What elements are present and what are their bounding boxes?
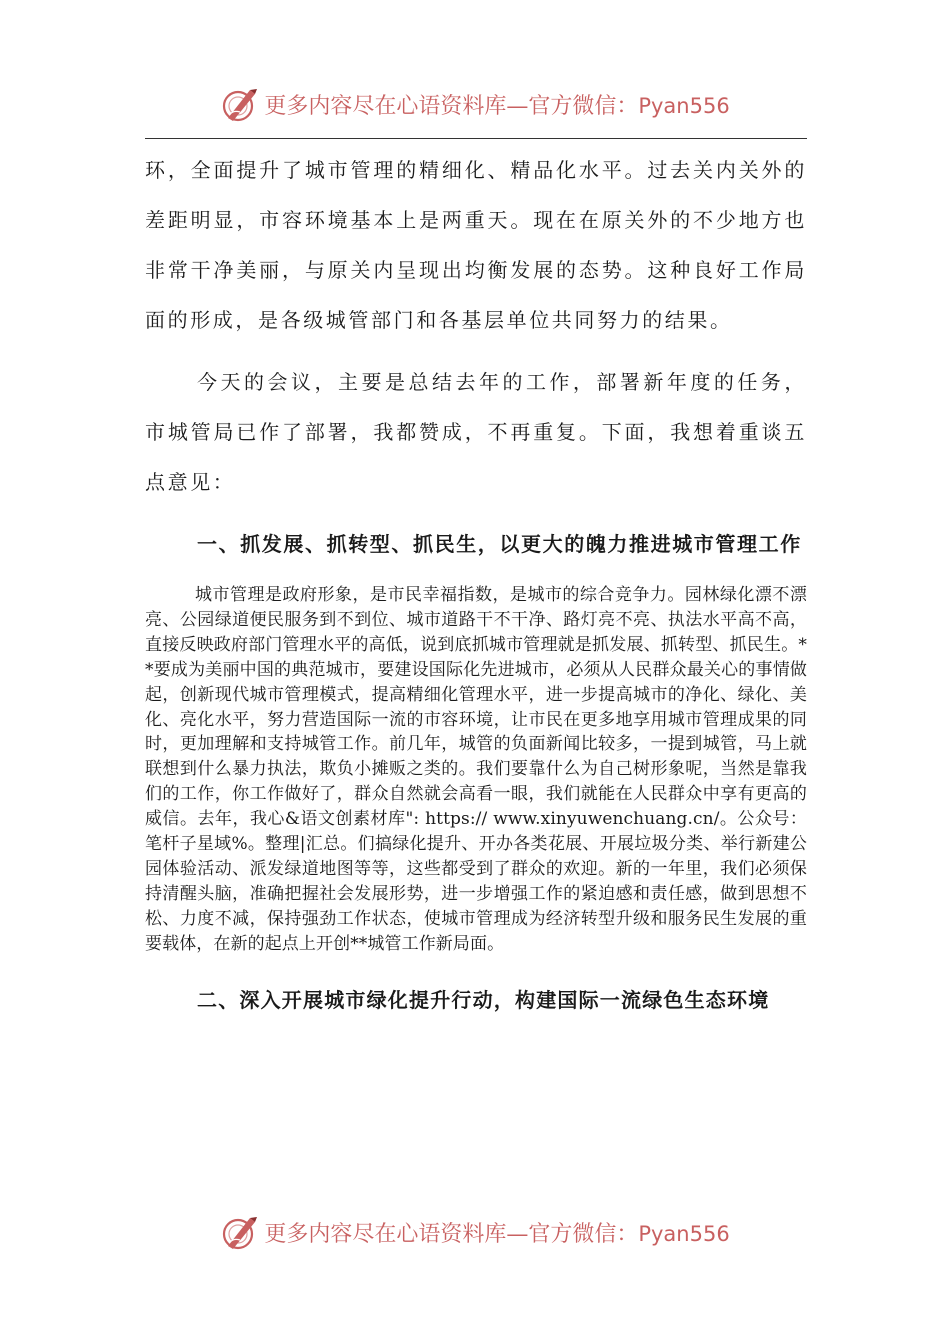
section-heading-1: 一、抓发展、抓转型、抓民生，以更大的魄力推进城市管理工作 [197, 532, 802, 556]
banner-text-cn: 更多内容尽在心语资料库—官方微信： [264, 1221, 639, 1247]
header-banner [0, 82, 950, 126]
pen-circle-logo-icon [220, 84, 260, 124]
header-divider [145, 138, 807, 139]
banner-wechat-id: Pyan556 [638, 1221, 730, 1246]
banner-text [264, 89, 729, 120]
banner-text [264, 1217, 729, 1248]
banner-inner [220, 1212, 729, 1252]
section-heading-2: 二、深入开展城市绿化提升行动，构建国际一流绿色生态环境 [197, 987, 770, 1012]
document-body [145, 145, 807, 1025]
footer-banner [0, 1210, 950, 1254]
paragraph-continuation: 环，全面提升了城市管理的精细化、精品化水平。过去关内关外的差距明显，市容环境基本上是两重天。现在在原关外的不少地方也非常干净美丽，与原关内呈现出均衡发展的态势。这种良好工作局面的形成，是各级城管部门和各基层单位共同努力的结果。 [145, 158, 807, 332]
pen-circle-logo-icon [220, 1212, 260, 1252]
banner-wechat-id: Pyan556 [638, 93, 730, 118]
banner-text-cn: 更多内容尽在心语资料库—官方微信： [264, 93, 639, 119]
paragraph-meeting-intro: 今天的会议，主要是总结去年的工作，部署新年度的任务，市城管局已作了部署，我都赞成，不再重复。下面，我想着重谈五点意见： [145, 370, 807, 494]
paragraph-section-1-body: 城市管理是政府形象，是市民幸福指数，是城市的综合竞争力。园林绿化漂不漂亮、公园绿道便民服务到不到位、城市道路干不干净、路灯亮不亮、执法水平高不高，直接反映政府部门管理水平的高低，说到底抓城市管理就是抓发展、抓转型、抓民生。**要成为美丽中国的典范城市，要建设国际化先进城市，必须从人民群众最关心的事情做起，创新现代城市管理模式，提高精细化管理水平，进一步提高城市的净化、绿化、美化、亮化水平，努力营造国际一流的市容环境，让市民在更多地享用城市管理成果的同时，更加理解和支持城管工作。前几年，城管的负面新闻比较多，一提到城管，马上就联想到什么暴力执法，欺负小摊贩之类的。我们要靠什么为自己树形象呢，当然是靠我们的工作，你工作做好了，群众自然就会高看一眼，我们就能在人民群众中享有更高的威信。去年，我心&语文创素材库": https:// www.xinyuwenchuang.cn/。公众号：笔杆子星域%。整理|汇总。们搞绿化提升、开办各类花展、开展垃圾分类、举行新建公园体验活动、派发绿道地图等等，这些都受到了群众的欢迎。新的一年里，我们必须保持清醒头脑，准确把握社会发展形势，进一步增强工作的紧迫感和责任感，做到思想不松、力度不减，保持强劲工作状态，使城市管理成为经济转型升级和服务民生发展的重要载体，在新的起点上开创**城管工作新局面。 [145, 585, 807, 954]
banner-inner [220, 84, 729, 124]
